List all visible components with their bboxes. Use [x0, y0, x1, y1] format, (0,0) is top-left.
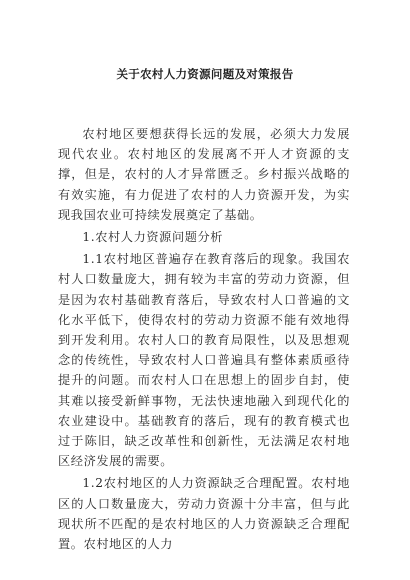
- paragraph-1-2: 1.2农村地区的人力资源缺乏合理配置。农村地区的人口数量庞大，劳动力资源十分丰富，但与此现状所不匹配的是农村地区的人力资源缺乏合理配置。农村地区的人力: [58, 476, 350, 552]
- document-body: [58, 124, 350, 554]
- section-heading: 1.农村人力资源问题分析: [82, 230, 224, 245]
- paragraph-1-1: 1.1农村地区普遍存在教育落后的现象。我国农村人口数量庞大，拥有较为丰富的劳动力资源，但是因为农村基础教育落后，导致农村人口普遍的文化水平低下，使得农村的劳动力资源不能有效地得到开发利用。农村人口的教育局限性，以及思想观念的传统性，导致农村人口普遍具有整体素质亟待提升的问题。而农村人口在思想上的固步自封，使其难以接受新鲜事物，无法快速地融入到现代化的农业建设中。基础教育的落后，现有的教育模式也过于陈旧，缺乏改革性和创新性，无法满足农村地区经济发展的需要。: [58, 252, 350, 469]
- document-title: 关于农村人力资源问题及对策报告: [116, 67, 294, 81]
- intro-paragraph: 农村地区要想获得长远的发展，必须大力发展现代农业。农村地区的发展离不开人才资源的支撑，但是，农村的人才异常匮乏。乡村振兴战略的有效实施，有力促进了农村的人力资源开发，为实现我国农业可持续发展奠定了基础。: [58, 127, 350, 222]
